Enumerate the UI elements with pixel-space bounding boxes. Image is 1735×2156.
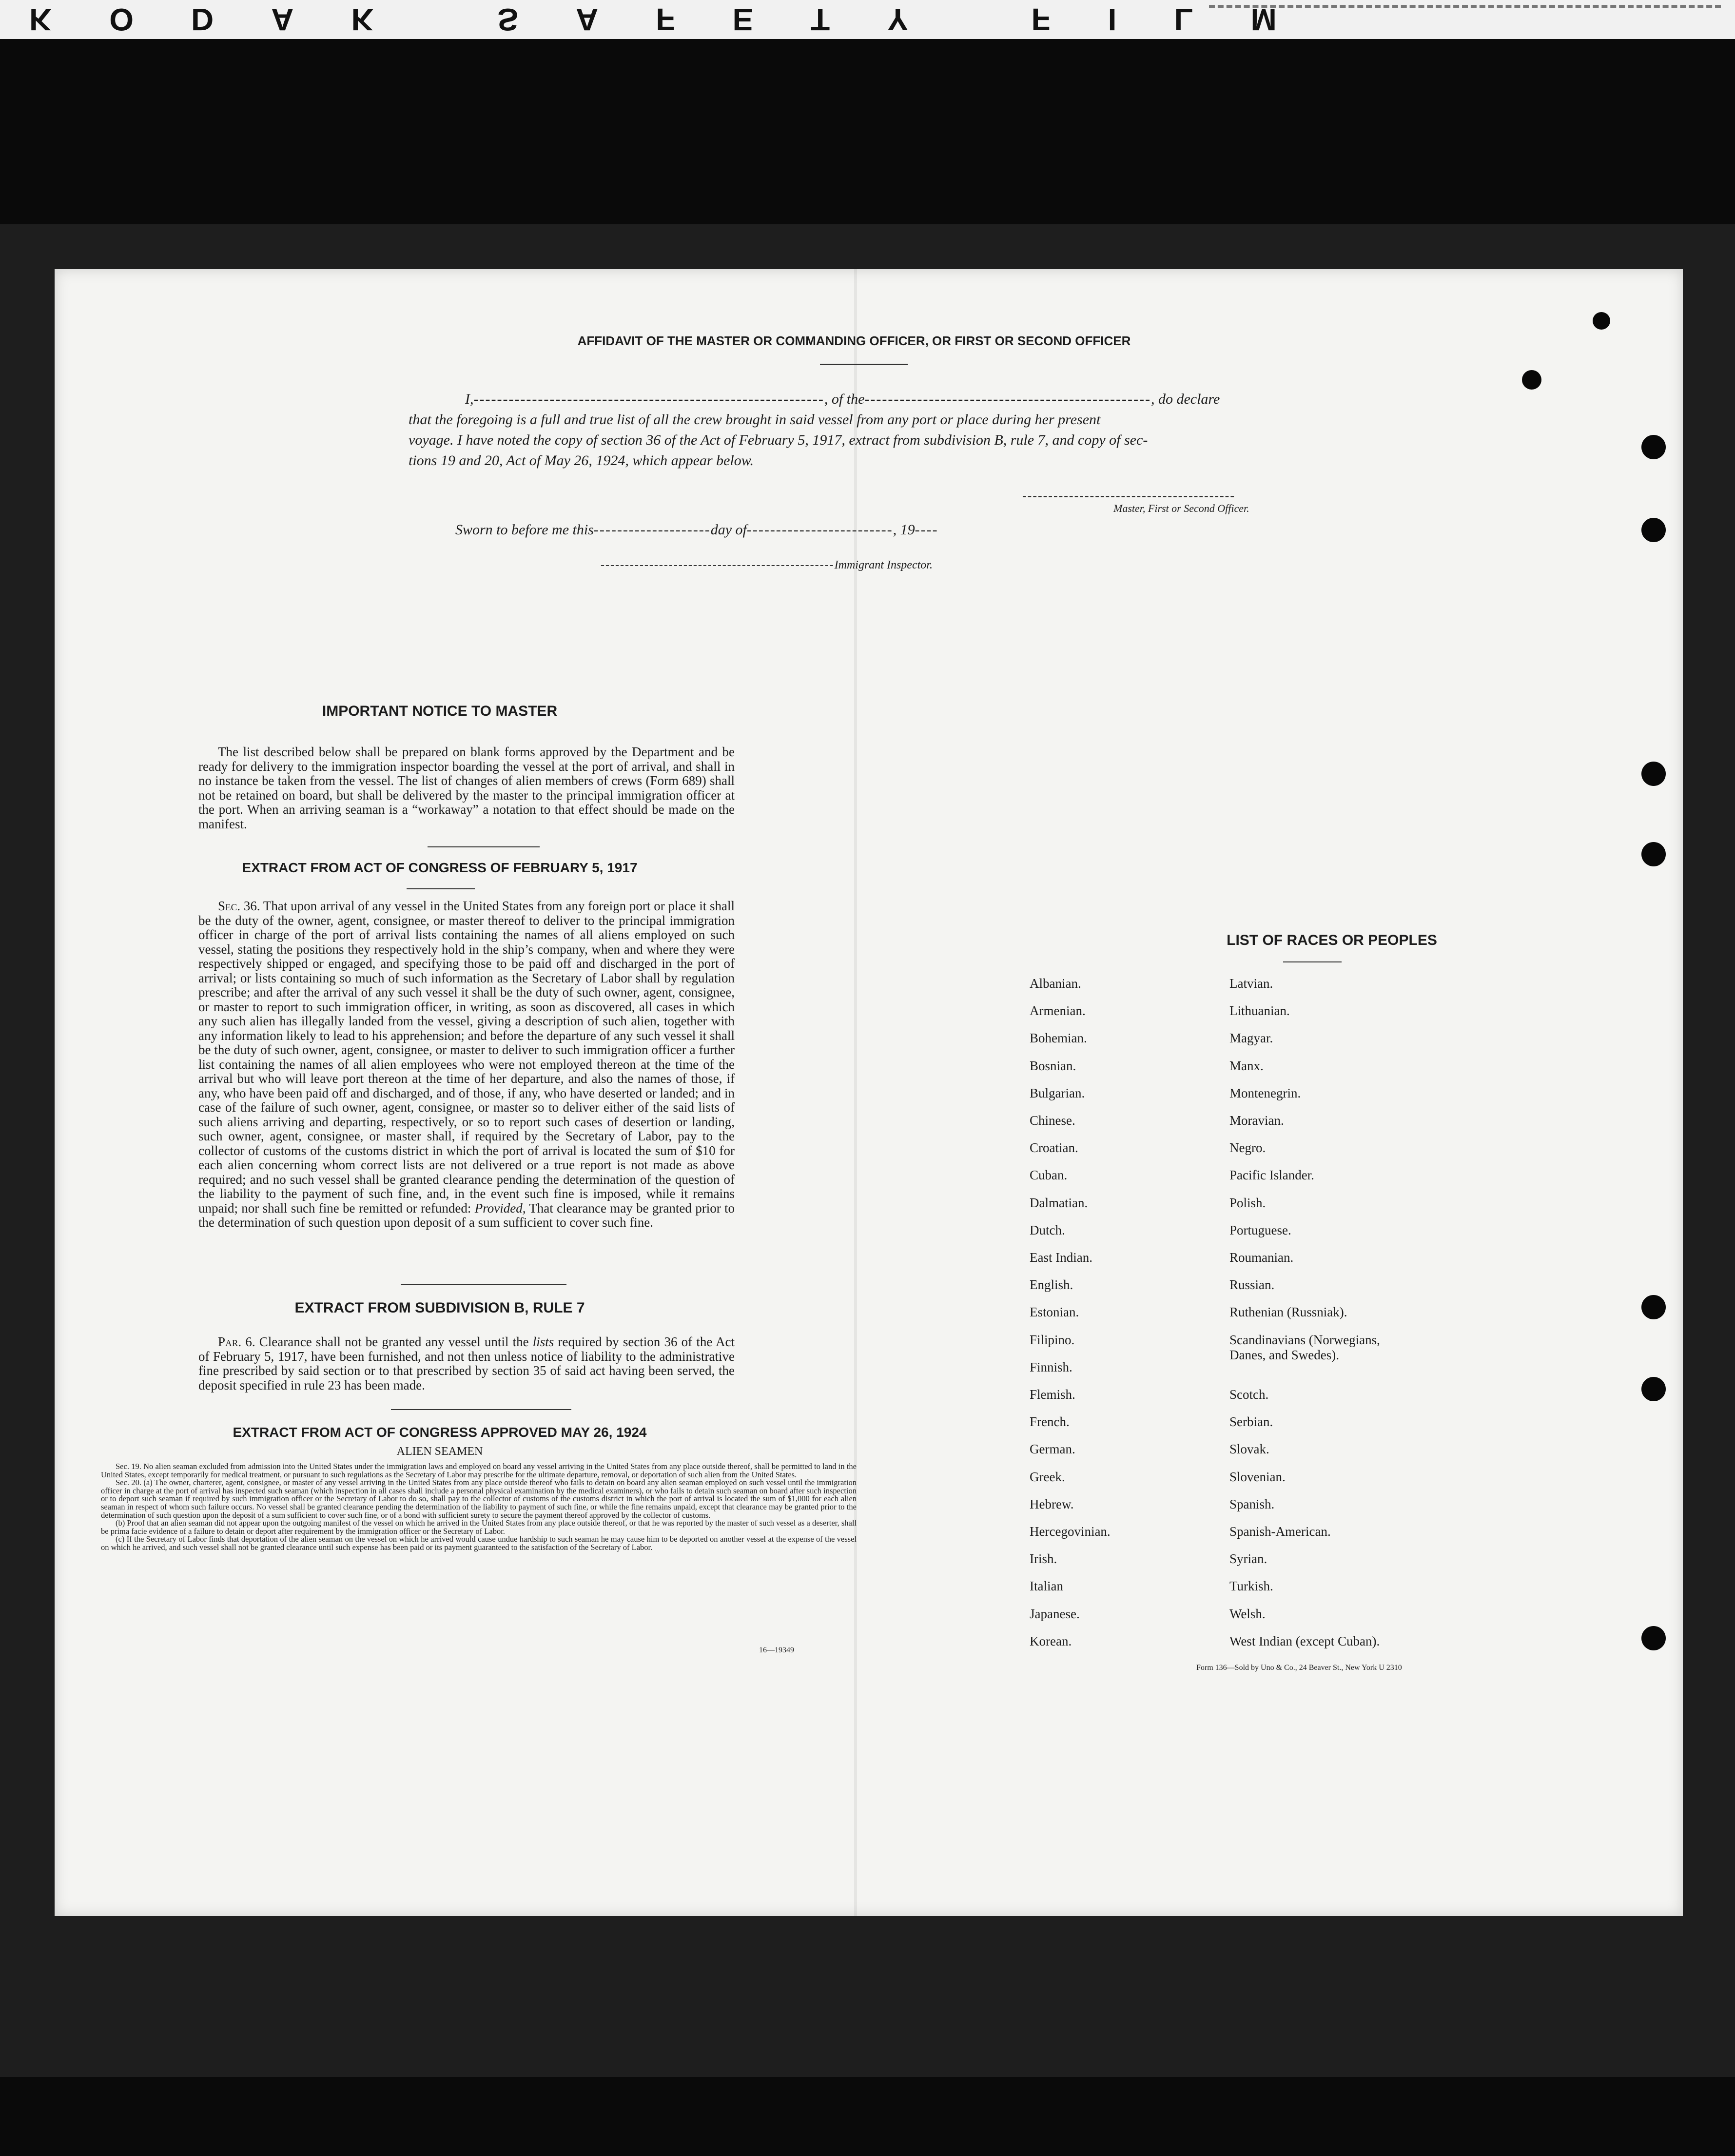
punch-hole [1641,762,1666,786]
race-item: Syrian. [1229,1551,1267,1567]
race-item: Slovak. [1229,1442,1269,1457]
race-item: Bosnian. [1030,1058,1076,1073]
race-item: Cuban. [1030,1168,1068,1183]
affidavit-line-2: that the foregoing is a full and true list of all the crew brought in said vessel from any port or place during her present [409,412,1101,428]
race-item: Ruthenian (Russniak). [1229,1305,1347,1320]
race-item: Croatian. [1030,1140,1078,1156]
sec-36-end: That clearance may be granted prior to the determination of such question upon deposit of a sum sufficient to cover such fine. [198,1200,735,1230]
punch-hole [1641,1626,1666,1650]
race-item: Chinese. [1030,1113,1075,1128]
par-6-label: Par. 6. [218,1334,255,1349]
punch-hole [1641,435,1666,459]
race-item: Pacific Islander. [1229,1168,1314,1183]
race-item: Flemish. [1030,1387,1075,1402]
day-of-text: day of [710,522,747,538]
affidavit-of-the: , of the [824,391,865,407]
blank-inspector: ------------------------------------------------ [601,559,835,571]
race-item: French. [1030,1414,1070,1430]
blank-day: -------------------- [593,522,711,538]
extract-1917-title: EXTRACT FROM ACT OF CONGRESS OF FEBRUARY 5, 1917 [242,860,638,875]
race-item: Estonian. [1030,1305,1079,1320]
punch-hole [1522,370,1541,390]
film-edge [0,0,1735,39]
extract-1917-rule [407,888,475,889]
print-code: 16—19349 [759,1646,794,1654]
race-item: Greek. [1030,1469,1065,1484]
extract-rule7-block [198,1335,735,1392]
affidavit-title: AFFIDAVIT OF THE MASTER OR COMMANDING OFFICER, OR FIRST OR SECOND OFFICER [577,333,1131,348]
page-fold [854,269,857,1916]
rule7-body-a: Clearance shall not be granted any vessel until the [259,1334,529,1349]
races-title-rule [1283,961,1342,962]
inspector-caption: Immigrant Inspector. [834,559,933,571]
sec-36-label: Sec. 36. [218,899,260,913]
notice-text: The list described below shall be prepared on blank forms approved by the Department and be ready for delivery to the immigration inspector boarding the vessel at the port of arrival, and shall in no instance be taken from the vessel. The list of changes of alien members of crews (Form 689) shall not be retained on board, but shall be delivered by the master to the principal immigration officer at the port. When an arriving seaman is a “workaway” a notation to that effect should be made on the manifest. [198,745,735,831]
race-item: Manx. [1229,1058,1264,1073]
affidavit-declare: , do declare [1150,391,1220,407]
notice-rule [428,846,540,847]
race-item: Scotch. [1229,1387,1269,1402]
extract-1924-title: EXTRACT FROM ACT OF CONGRESS APPROVED MAY 26, 1924 [233,1425,647,1440]
extract-1917-block [198,899,735,1230]
race-item: Portuguese. [1229,1222,1291,1237]
sec-20-c-text: (c) If the Secretary of Labor finds that deportation of the alien seaman on the vessel on which he arrived would cause undue hardship to such seaman he may cause him to be deported on another vessel at the expense of the vessel on which he arrived, and such vessel shall not be granted clearance until such expense has been paid or its payment guaranteed to the satisfaction of the Secretary of Labor. [101,1534,857,1552]
race-item: Serbian. [1229,1414,1273,1430]
inspector-line [601,559,933,572]
race-item: Finnish. [1030,1359,1072,1374]
race-item: Polish. [1229,1195,1266,1210]
film-edge-text: KODAK SAFETY FILM [29,2,1334,37]
notice-text-block [198,745,735,831]
affidavit-line-4: tions 19 and 20, Act of May 26, 1924, which appear below. [409,452,754,469]
race-item: Albanian. [1030,976,1081,991]
affidavit-line-3: voyage. I have noted the copy of section 36 of the Act of February 5, 1917, extract from subdivision B, rule 7, and copy of sec- [409,432,1148,448]
punch-hole [1641,518,1666,542]
ink-mark [1593,312,1610,330]
extract-rule7-title: EXTRACT FROM SUBDIVISION B, RULE 7 [294,1300,585,1316]
blank-year: ---- [915,522,938,538]
race-item: Russian. [1229,1277,1275,1293]
film-scratch [1209,5,1721,22]
race-item: Filipino. [1030,1332,1075,1347]
race-item: Negro. [1229,1140,1266,1156]
master-signature-caption: Master, First or Second Officer. [1113,502,1249,514]
race-item: Latvian. [1229,976,1273,991]
extract-rule7-end-rule [391,1409,571,1410]
race-item: Japanese. [1030,1606,1080,1621]
extract-1924-block [101,1463,857,1552]
races-title: LIST OF RACES OR PEOPLES [1227,932,1437,948]
race-item: Montenegrin. [1229,1085,1301,1100]
punch-hole [1641,842,1666,866]
sec-20-b-text: (b) Proof that an alien seaman did not appear upon the outgoing manifest of the vessel on which he arrived in the United States from any place outside thereof, or that he was reported by the master of such vessel as a deserter, shall be prima facie evidence of a failure to detain or deport after requirement by the immigration officer or the Secretary of Labor. [101,1518,857,1536]
race-item: Scandinavians (Norwegians, [1229,1332,1380,1347]
race-item: Turkish. [1229,1579,1273,1594]
race-item: Danes, and Swedes). [1229,1347,1339,1362]
sec-20-a-text: Sec. 20. (a) The owner, charterer, agent, consignee, or master of any vessel arriving in the United States from any place outside thereof who fails to detain on board any alien seaman employed on such vessel until the immigration officer in charge at the port of arrival has inspected such seaman (which inspection in all cases shall include a personal physical examination by the medical examiners), or who fails to detain such seaman on board after such inspection or to deport such seaman if required by such immigration officer or the Secretary of Labor to do so, shall pay to the collector of customs of the customs district in which the port of arrival is located the sum of $1,000 for each alien seaman in respect of whom such failure occurs. No vessel shall be granted clearance pending the determination of the liability to payment of such fine, or while the fine remains unpaid, except that clearance may be granted prior to the determination of such question upon the deposit of a sum sufficient to cover such fine, or of a bond with sufficient surety to secure the payment thereof approved by the collector of customs. [101,1478,857,1520]
race-item: English. [1030,1277,1073,1293]
race-item: Spanish. [1229,1496,1275,1511]
rule7-body-b: required by section 36 of the Act of February 5, 1917, have been furnished, and not then unless notice of liability to the administrative fine prescribed by said section or to that prescribed by section 35 of said act having been served, the deposit specified in rule 23 has been made. [198,1334,735,1392]
race-item: German. [1030,1442,1075,1457]
race-item: Slovenian. [1229,1469,1286,1484]
race-item: Welsh. [1229,1606,1266,1621]
race-item: Korean. [1030,1633,1072,1648]
race-item: Bohemian. [1030,1031,1087,1046]
sec-36-body: That upon arrival of any vessel in the United States from any foreign port or place it shall be the duty of the owner, agent, consignee, or master thereof to deliver to the principal immigration officer in charge of the port of arrival lists containing the names of all aliens employed on such vessel, stating the positions they respectively hold in the ship’s company, when and where they were respectively shipped or engaged, and specifying those to be paid off and discharged in the port of arrival; or lists containing so much of such information as the Secretary of Labor shall by regulation prescribe; and after the arrival of any such vessel it shall be the duty of such owner, agent, consignee, or master to report to such immigration officer, in writing, as soon as discovered, all cases in which any such alien has illegally landed from the vessel, giving a description of such alien, together with any information likely to lead to his apprehension; and before the departure of any such vessel it shall be the duty of such owner, agent, consignee, or master to deliver to such immigration officer a further list containing the names of all alien employees who were not employed thereon at the time of the arrival but who will leave port thereon at the time of her departure, and also the names of those, if any, who have been paid off and discharged, and of those, if any, who have deserted or landed; and in case of the failure of such owner, agent, consignee, or master so to deliver either of the said lists of such aliens arriving and departing, respectively, or so to report such cases of desertion or landing, such owner, agent, consignee, or master shall, if required by the Secretary of Labor, pay to the collector of customs of the customs district in which the port of arrival is located the sum of $10 for each alien concerning whom correct lists are not delivered or a true report is not made as above required; and no such vessel shall be granted clearance pending the determination of the question of the liability to the payment of such fine, and, in the event such fine is imposed, while it remains unpaid; nor shall such fine be remitted or refunded: [198,899,735,1215]
race-item: West Indian (except Cuban). [1229,1633,1380,1648]
race-item: Hebrew. [1030,1496,1074,1511]
notice-title: IMPORTANT NOTICE TO MASTER [322,703,558,719]
race-item: Irish. [1030,1551,1057,1567]
punch-hole [1641,1295,1666,1319]
punch-hole [1641,1377,1666,1401]
race-item: Armenian. [1030,1003,1086,1019]
extract-rule7-text [198,1335,735,1392]
race-item: Moravian. [1229,1113,1284,1128]
affidavit-line-1 [465,391,1372,408]
race-item: Spanish-American. [1229,1524,1331,1539]
extract-1917-end-rule [401,1284,566,1285]
extract-1917-text [198,899,735,1230]
blank-vessel: ------------------------------------------------- [864,391,1151,407]
sec-19-text: Sec. 19. No alien seaman excluded from admission into the United States under the immigration laws and employed on board any vessel arriving in the United States from any place outside thereof, shall be permitted to land in the United States, except temporarily for medical treatment, or pursuant to such regulations as the Secretary of Labor may prescribe for the ultimate departure, removal, or deportation of such alien from the United States. [101,1462,857,1479]
document-page [55,269,1683,1916]
master-signature-line: ----------------------------------------- [1022,489,1235,503]
race-item: Roumanian. [1229,1250,1294,1265]
affidavit-title-rule [820,364,908,365]
race-item: Dutch. [1030,1222,1065,1237]
sworn-line [455,522,938,538]
race-item: Italian [1030,1579,1063,1594]
affidavit-i: I, [465,391,474,407]
race-item: East Indian. [1030,1250,1092,1265]
form-note: Form 136—Sold by Uno & Co., 24 Beaver St., New York U 2310 [1196,1664,1402,1672]
provided-word: Provided, [474,1200,526,1215]
blank-month: ------------------------- [746,522,893,538]
race-item: Hercegovinian. [1030,1524,1111,1539]
lists-word: lists [532,1334,554,1349]
extract-1924-subtitle: ALIEN SEAMEN [396,1445,483,1458]
race-item: Magyar. [1229,1031,1273,1046]
blank-name: ------------------------------------------------------------ [473,391,824,407]
race-item: Lithuanian. [1229,1003,1290,1019]
year-text: , 19 [893,522,915,538]
race-item: Bulgarian. [1030,1085,1085,1100]
race-item: Dalmatian. [1030,1195,1088,1210]
sworn-text: Sworn to before me this [455,522,594,538]
